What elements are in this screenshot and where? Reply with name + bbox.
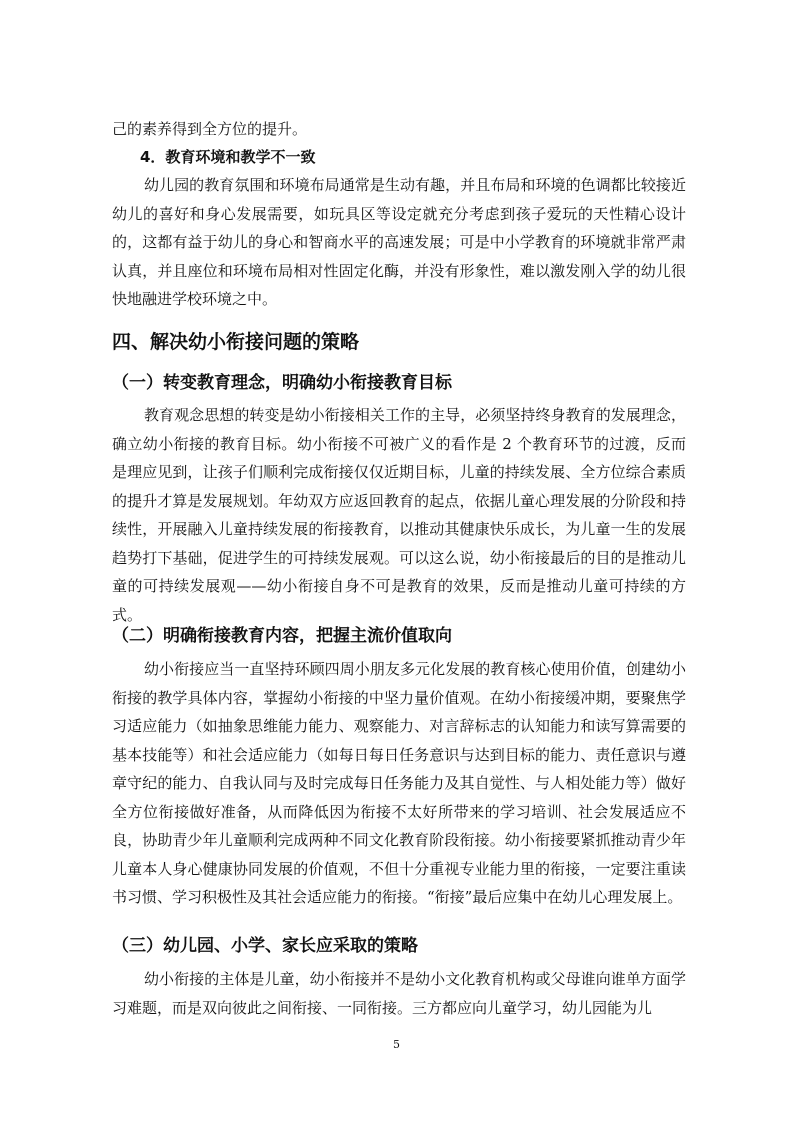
subsection-1-paragraph bbox=[112, 401, 686, 629]
section-heading-4 bbox=[112, 328, 686, 356]
subsection-heading-2 bbox=[112, 623, 686, 649]
section-heading-text: 四、解决幼小衔接问题的策略 bbox=[112, 331, 360, 353]
subheading-4 bbox=[112, 145, 686, 169]
paragraph-text: 己的素养得到全方位的提升。 bbox=[112, 120, 308, 138]
environment-paragraph bbox=[112, 171, 686, 314]
paragraph-text: 幼小衔接应当一直坚持环顾四周小朋友多元化发展的教育核心使用价值，创建幼小衔接的教学具体内容，掌握幼小衔接的中坚力量价值观。在幼小衔接缓冲期，要聚焦学习适应能力（如抽象思维能力能力、观察能力、对言辞标志的认知能力和读写算需要的基本技能等）和社会适应能力（如每日每日任务意识与达到目标的能力、责任意识与遵章守纪的能力、自我认同与及时完成每日任务能力及其自觉性、与人相处能力等）做好全方位衔接做好准备，从而降低因为衔接不太好所带来的学习培训、社会发展适应不良，协助青少年儿童顺利完成两种不同文化教育阶段衔接。幼小衔接要紧抓推动青少年儿童本人身心健康协同发展的价值观，不但十分重视专业能力里的衔接，一定要注重读书习惯、学习积极性及其社会适应能力的衔接。“衔接”最后应集中在幼儿心理发展上。 bbox=[112, 660, 686, 906]
paragraph-text: 幼小衔接的主体是儿童，幼小衔接并不是幼小文化教育机构或父母谁向谁单方面学习难题，而是双向彼此之间衔接、一同衔接。三方都应向儿童学习，幼儿园能为儿 bbox=[112, 970, 686, 1017]
subsection-heading-text: （二）明确衔接教育内容，把握主流价值取向 bbox=[112, 626, 452, 646]
intro-paragraph bbox=[112, 115, 686, 144]
subsection-heading-text: （一）转变教育理念，明确幼小衔接教育目标 bbox=[112, 373, 452, 393]
subsection-heading-text: （三）幼儿园、小学、家长应采取的策略 bbox=[112, 936, 418, 956]
subsection-heading-3 bbox=[112, 933, 686, 959]
paragraph-text: 幼儿园的教育氛围和环境布局通常是生动有趣，并且布局和环境的色调都比较接近幼儿的喜好和身心发展需要，如玩具区等设定就充分考虑到孩子爱玩的天性精心设计的，这都有益于幼儿的身心和智商水平的高速发展；可是中小学教育的环境就非常严肃认真，并且座位和环境布局相对性固定化酶，并没有形象性，难以激发刚入学的幼儿很快地融进学校环境之中。 bbox=[112, 176, 686, 308]
subsection-3-paragraph bbox=[112, 965, 686, 1022]
paragraph-text: 教育观念思想的转变是幼小衔接相关工作的主导，必须坚持终身教育的发展理念，确立幼小衔接的教育目标。幼小衔接不可被广义的看作是 2 个教育环节的过渡，反而是理应见到，让孩子们顺利完成衔接仅仅近期目标，儿童的持续发展、全方位综合素质的提升才算是发展规划。年幼双方应返回教育的起点，依据儿童心理发展的分阶段和持续性，开展融入儿童持续发展的衔接教育，以推动其健康快乐成长，为儿童一生的发展趋势打下基础，促进学生的可持续发展观。可以这么说，幼小衔接最后的目的是推动儿童的可持续发展观——幼小衔接自身不可是教育的效果，反而是推动儿童可持续的方式。 bbox=[112, 406, 686, 624]
subheading-text: 4．教育环境和教学不一致 bbox=[140, 148, 316, 166]
subsection-heading-1 bbox=[112, 370, 686, 396]
subsection-2-paragraph bbox=[112, 655, 686, 912]
page-number: 5 bbox=[393, 1038, 400, 1051]
